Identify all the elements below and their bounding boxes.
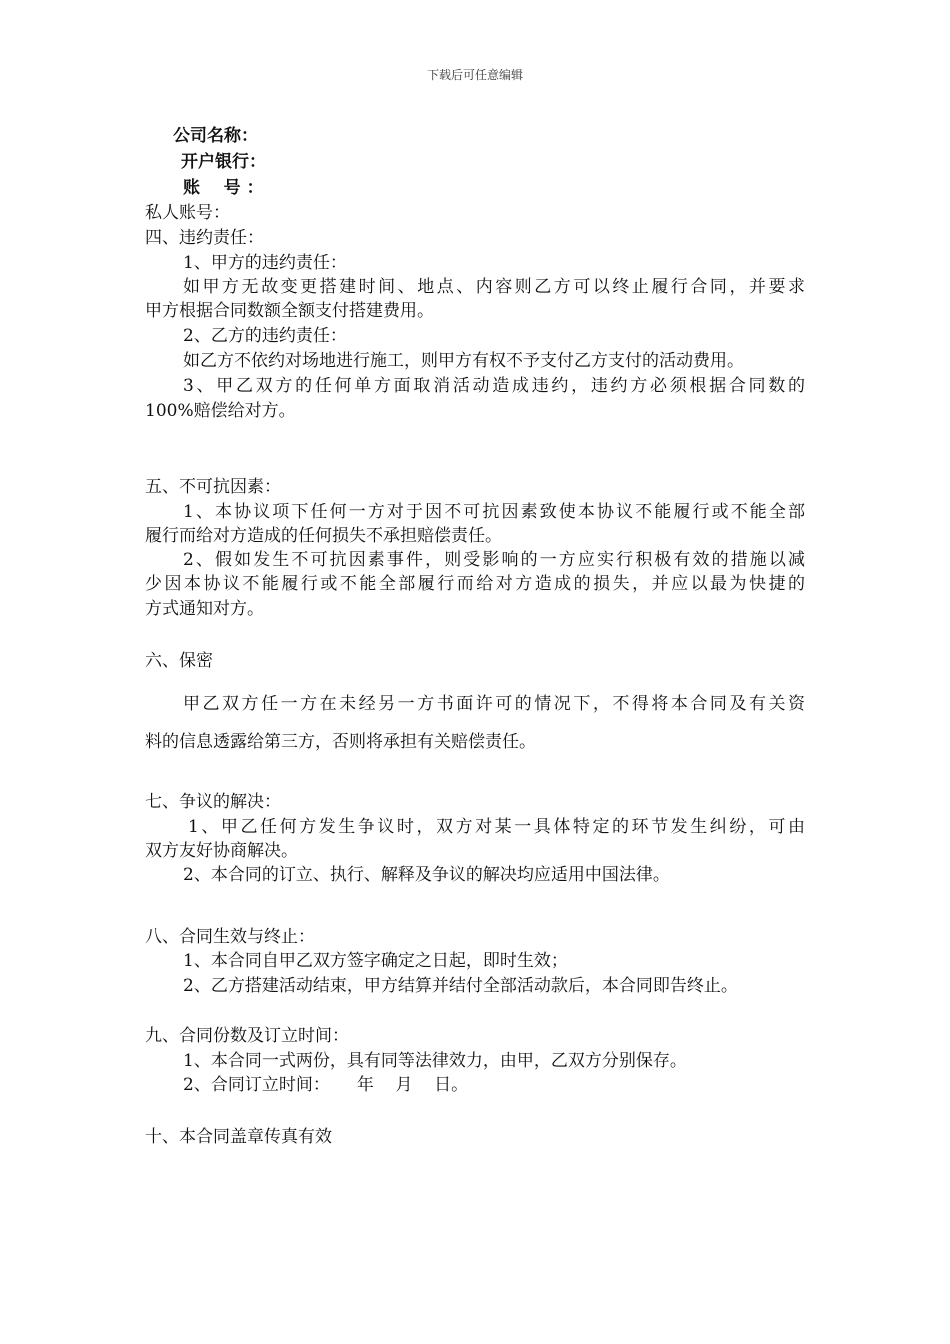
- section-9-item-2: 2、合同订立时间： 年 月 日。: [183, 1075, 469, 1095]
- section-7-item-1-b: 双方友好协商解决。: [145, 841, 298, 861]
- section-4-item-1-text-a: 如甲方无故变更搭建时间、地点、内容则乙方可以终止履行合同，并要求: [183, 277, 805, 297]
- page-header: 下载后可任意编辑: [426, 68, 523, 82]
- section-9-title: 九、合同份数及订立时间：: [145, 1026, 349, 1046]
- section-7-title: 七、争议的解决：: [145, 792, 281, 812]
- section-4-item-1-text-b: 甲方根据合同数额全额支付搭建费用。: [145, 301, 434, 321]
- bank-label: 开户银行：: [181, 152, 266, 172]
- section-5-title: 五、不可抗因素：: [145, 477, 281, 497]
- section-6-title: 六、保密: [145, 651, 213, 671]
- section-7-item-1-a: 1、甲乙任何方发生争议时，双方对某一具体特定的环节发生纠纷，可由: [188, 817, 805, 837]
- section-4-item-2-title: 2、乙方的违约责任：: [183, 326, 347, 346]
- private-account-label: 私人账号：: [145, 203, 230, 223]
- section-5-item-2-b: 少因本协议不能履行或不能全部履行而给对方造成的损失，并应以最为快捷的: [145, 574, 805, 594]
- company-name-label: 公司名称：: [173, 126, 258, 146]
- section-4-item-3-text-a: 3、甲乙双方的任何单方面取消活动造成违约，违约方必须根据合同数的: [183, 376, 805, 396]
- section-6-text-b: 料的信息透露给第三方，否则将承担有关赔偿责任。: [145, 732, 536, 752]
- section-10-title: 十、本合同盖章传真有效: [145, 1127, 332, 1147]
- section-9-item-1: 1、本合同一式两份，具有同等法律效力，由甲，乙双方分别保存。: [183, 1051, 687, 1071]
- section-8-item-1: 1、本合同自甲乙双方签字确定之日起，即时生效；: [183, 951, 568, 971]
- section-4-item-2-text: 如乙方不依约对场地进行施工，则甲方有权不予支付乙方支付的活动费用。: [183, 351, 744, 371]
- section-6-text-a: 甲乙双方任一方在未经另一方书面许可的情况下，不得将本合同及有关资: [183, 694, 805, 714]
- account-label: 账 号 ：: [183, 178, 264, 198]
- section-7-item-2: 2、本合同的订立、执行、解释及争议的解决均应适用中国法律。: [183, 865, 670, 885]
- section-5-item-2-a: 2、假如发生不可抗因素事件，则受影响的一方应实行积极有效的措施以减: [183, 550, 805, 570]
- section-5-item-1-b: 履行而给对方造成的任何损失不承担赔偿责任。: [145, 526, 502, 546]
- section-8-item-2: 2、乙方搭建活动结束，甲方结算并结付全部活动款后，本合同即告终止。: [183, 976, 738, 996]
- section-5-item-1-a: 1、本协议项下任何一方对于因不可抗因素致使本协议不能履行或不能全部: [183, 502, 805, 522]
- section-4-item-3-text-b: 100%赔偿给对方。: [145, 401, 296, 421]
- section-5-item-2-c: 方式通知对方。: [145, 599, 264, 619]
- section-4-item-1-title: 1、甲方的违约责任：: [183, 253, 347, 273]
- section-4-title: 四、违约责任：: [145, 228, 264, 248]
- section-8-title: 八、合同生效与终止：: [145, 927, 315, 947]
